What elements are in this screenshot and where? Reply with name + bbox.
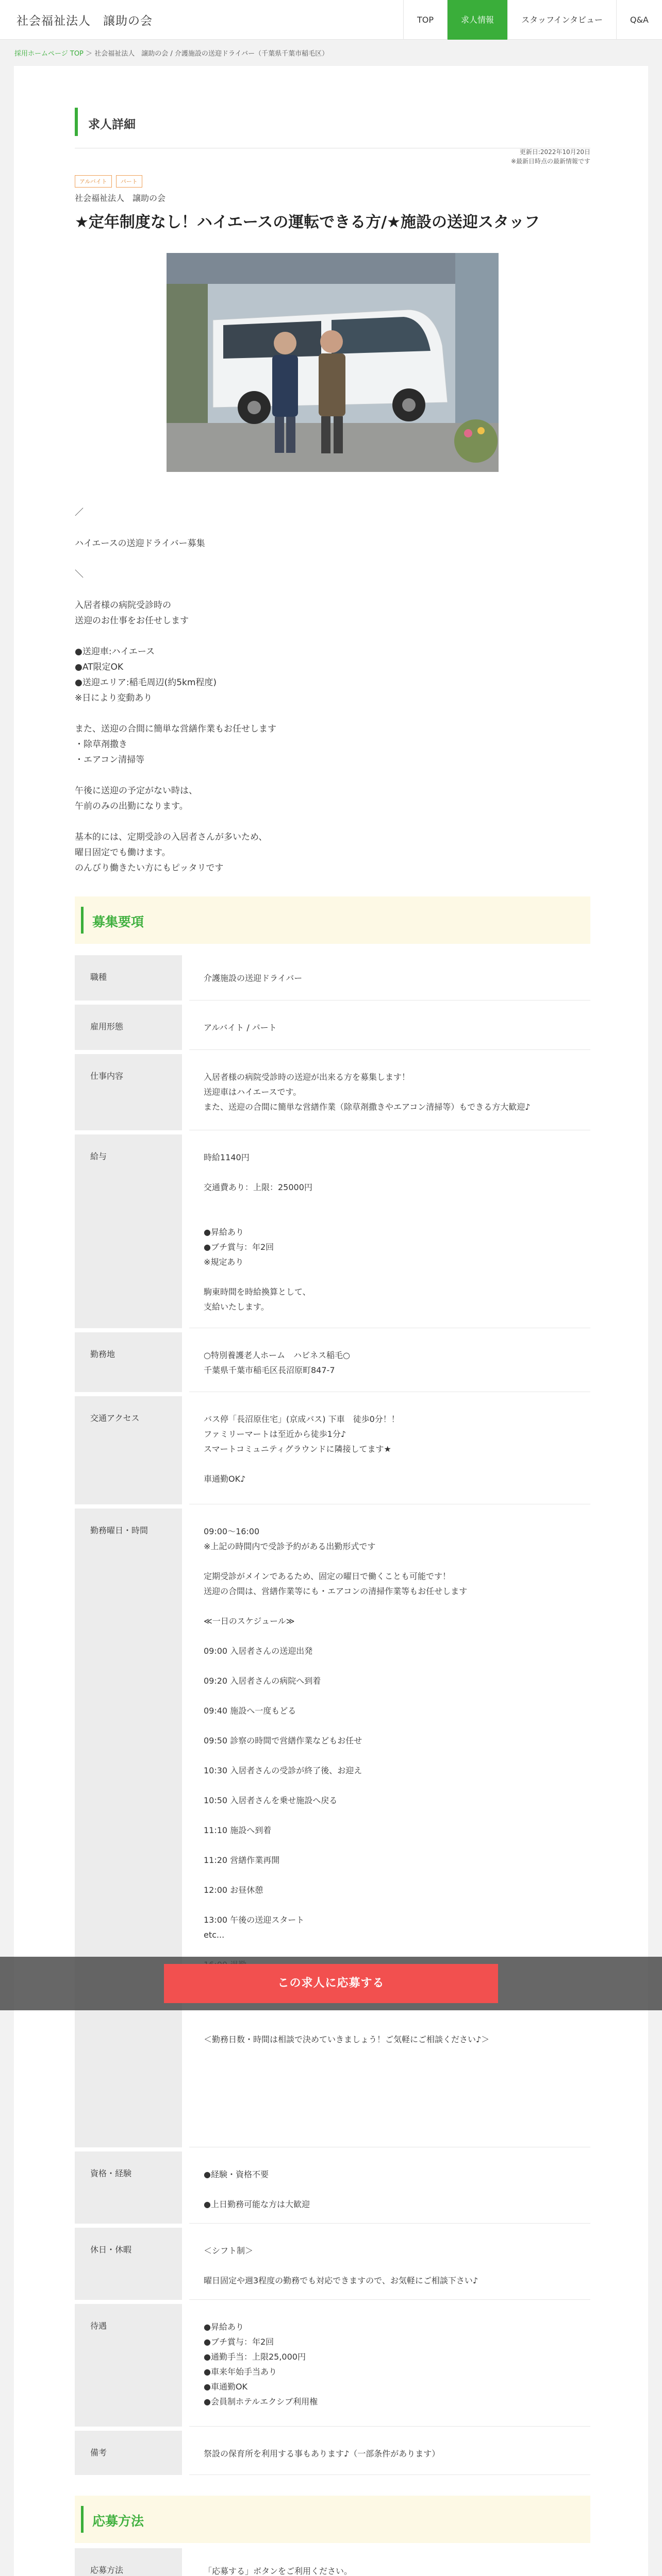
req-value: ○特別養護老人ホーム ハビネス稲毛○ 千葉県千葉市稲毛区長沼原町847-7 [189, 1332, 590, 1392]
job-photo [167, 253, 499, 472]
req-label: 備考 [75, 2431, 182, 2475]
title-accent-bar [75, 108, 78, 136]
req-label: 勤務地 [75, 1332, 182, 1392]
section-how-to-apply [75, 2496, 590, 2543]
req-value: 介護施設の送迎ドライバー [189, 955, 590, 1001]
employment-tags [75, 175, 142, 188]
update-info [436, 147, 590, 166]
req-value: バス停「長沼原住宅」(京成バス) 下車 徒歩0分！！ ファミリーマートは至近から徒歩1分♪ スマートコミュニティグラウンドに隣接してます★ 車通勤OK♪ [189, 1396, 590, 1504]
req-value: 時給1140円 交通費あり：上限：25000円 ●昇給あり ●ブチ賞与：年2回 ※規定あり 駒東時間を時給換算として、 支給いたします。 [189, 1134, 590, 1328]
breadcrumb-current: 社会福祉法人 譲助の会 / 介護施設の送迎ドライバー（千葉県千葉市稲毛区） [94, 50, 329, 58]
req-row [75, 1396, 590, 1504]
req-label: 雇用形態 [75, 1005, 182, 1050]
section-title: 応募方法 [92, 2514, 144, 2529]
site-header [0, 0, 662, 40]
req-row [75, 955, 590, 1001]
breadcrumb [14, 48, 328, 58]
req-value: アルバイト / パート [189, 1005, 590, 1050]
page-title: 求人詳細 [88, 118, 136, 131]
page-title-block [75, 99, 590, 148]
floating-apply-bar [0, 1957, 662, 2010]
req-value: 09:00〜16:00 ※上記の時間内で受診予約がある出勤形式です 定期受診がメインであるため、固定の曜日で働くことも可能です！ 送迎の合間は、営繕作業等にも・エアコンの清掃作業等もお任せします ≪一日のスケジュール≫ 09:00 入居者さんの送迎出発 09:20 入居者さんの病院へ到着 09:40 施設へ一度もどる 09:50 診察の時間で営繕作業などもお任せ 10:30 入居者さんの受診が終了後、お迎え 10:50 入居者さんを乗せ施設へ戻る 11:10 施設へ到着 11:20 営繕作業再開 12:00 お昼休憩 13:00 午後の送迎スタート etc... ＜勤務日数・時間は相談で決めていきましょう！ご気軽にご相談ください♪＞ [189, 1509, 590, 2147]
corp-name: 社会福祉法人 譲助の会 [75, 193, 166, 203]
req-label: 給与 [75, 1134, 182, 1328]
job-description: ／ ハイエースの送迎ドライバー募集 ＼ 入居者様の病院受診時の 送迎のお仕事をお任せします ●送迎車:ハイエース ●AT限定OK ●送迎エリア:稲毛周辺(約5km程度) ※日により変動あり また、送迎の合間に簡単な営繕作業もお任せします ・除草剤撒き ・エアコン清掃等 午後に送迎の予定がない時は、 午前のみの出勤になります。 基本的には、定期受診の入居者さんが多いため、 曜日固定でも働けます。 のんびり働きたい方にもピッタリです [75, 507, 276, 873]
req-value: 祭設の保育所を利用する事もあります♪（一部条件があります） [189, 2431, 590, 2475]
main-nav [403, 0, 662, 40]
req-value: ＜シフト制＞ 曜日固定や週3程度の勤務でも対応できますので、お気軽にご相談下さい♪ [189, 2228, 590, 2300]
req-row [75, 1332, 590, 1392]
req-row [75, 2431, 590, 2475]
section-accent-bar [81, 2506, 84, 2533]
apply-label: 応募方法 [75, 2548, 182, 2576]
breadcrumb-home[interactable]: 採用ホームページ TOP [14, 50, 84, 58]
req-row [75, 1054, 590, 1130]
req-label: 勤務曜日・時間 [75, 1509, 182, 2147]
nav-jobs[interactable]: 求人情報 [447, 0, 507, 40]
req-value: ●経験・資格不要 ●上日勤務可能な方は大歓迎 [189, 2151, 590, 2224]
req-row [75, 1509, 590, 2147]
site-logo[interactable]: 社会福祉法人 譲助の会 [16, 14, 153, 28]
req-row [75, 2304, 590, 2427]
nav-faq[interactable]: Q&A [616, 0, 662, 40]
req-label: 仕事内容 [75, 1054, 182, 1130]
req-label: 待遇 [75, 2304, 182, 2427]
updated-date: 更新日:2022年10月20日 [519, 148, 590, 156]
job-headline: ★定年制度なし！ハイエースの運転できる方/★施設の送迎スタッフ [75, 213, 540, 231]
apply-row [75, 2548, 590, 2576]
nav-top[interactable]: TOP [403, 0, 447, 40]
photo-illustration [167, 253, 499, 472]
req-value: 入居者様の病院受診時の送迎が出来る方を募集します！ 送迎車はハイエースです。 また、送迎の合間に簡単な営繕作業（除草剤撒きやエアコン清掃等）もできる方大歓迎♪ [189, 1054, 590, 1130]
nav-interview[interactable]: スタッフインタビュー [507, 0, 616, 40]
apply-button-floating[interactable]: この求人に応募する [164, 1964, 498, 2003]
req-row [75, 1134, 590, 1328]
tag-pt: パート [116, 175, 142, 188]
apply-value: 「応募する」ボタンをご利用ください。 [189, 2548, 590, 2576]
section-title: 募集要項 [92, 914, 144, 929]
req-row [75, 2151, 590, 2224]
updated-note: ※最新日時点の最新情報です [510, 158, 590, 165]
req-label: 交通アクセス [75, 1396, 182, 1504]
req-label: 資格・経験 [75, 2151, 182, 2224]
section-requirements [75, 896, 590, 944]
job-detail-card [14, 66, 648, 2576]
req-label: 職種 [75, 955, 182, 1001]
req-value: ●昇給あり ●ブチ賞与：年2回 ●通勤手当：上限25,000円 ●車来年始手当あり ●車通勤OK ●会員制ホテルエクシブ利用権 [189, 2304, 590, 2427]
req-label: 休日・休暇 [75, 2228, 182, 2300]
tag-part-time: アルバイト [75, 175, 112, 188]
section-accent-bar [81, 907, 84, 934]
req-row [75, 1005, 590, 1050]
req-row [75, 2228, 590, 2300]
breadcrumb-sep: ＞ [86, 50, 93, 58]
